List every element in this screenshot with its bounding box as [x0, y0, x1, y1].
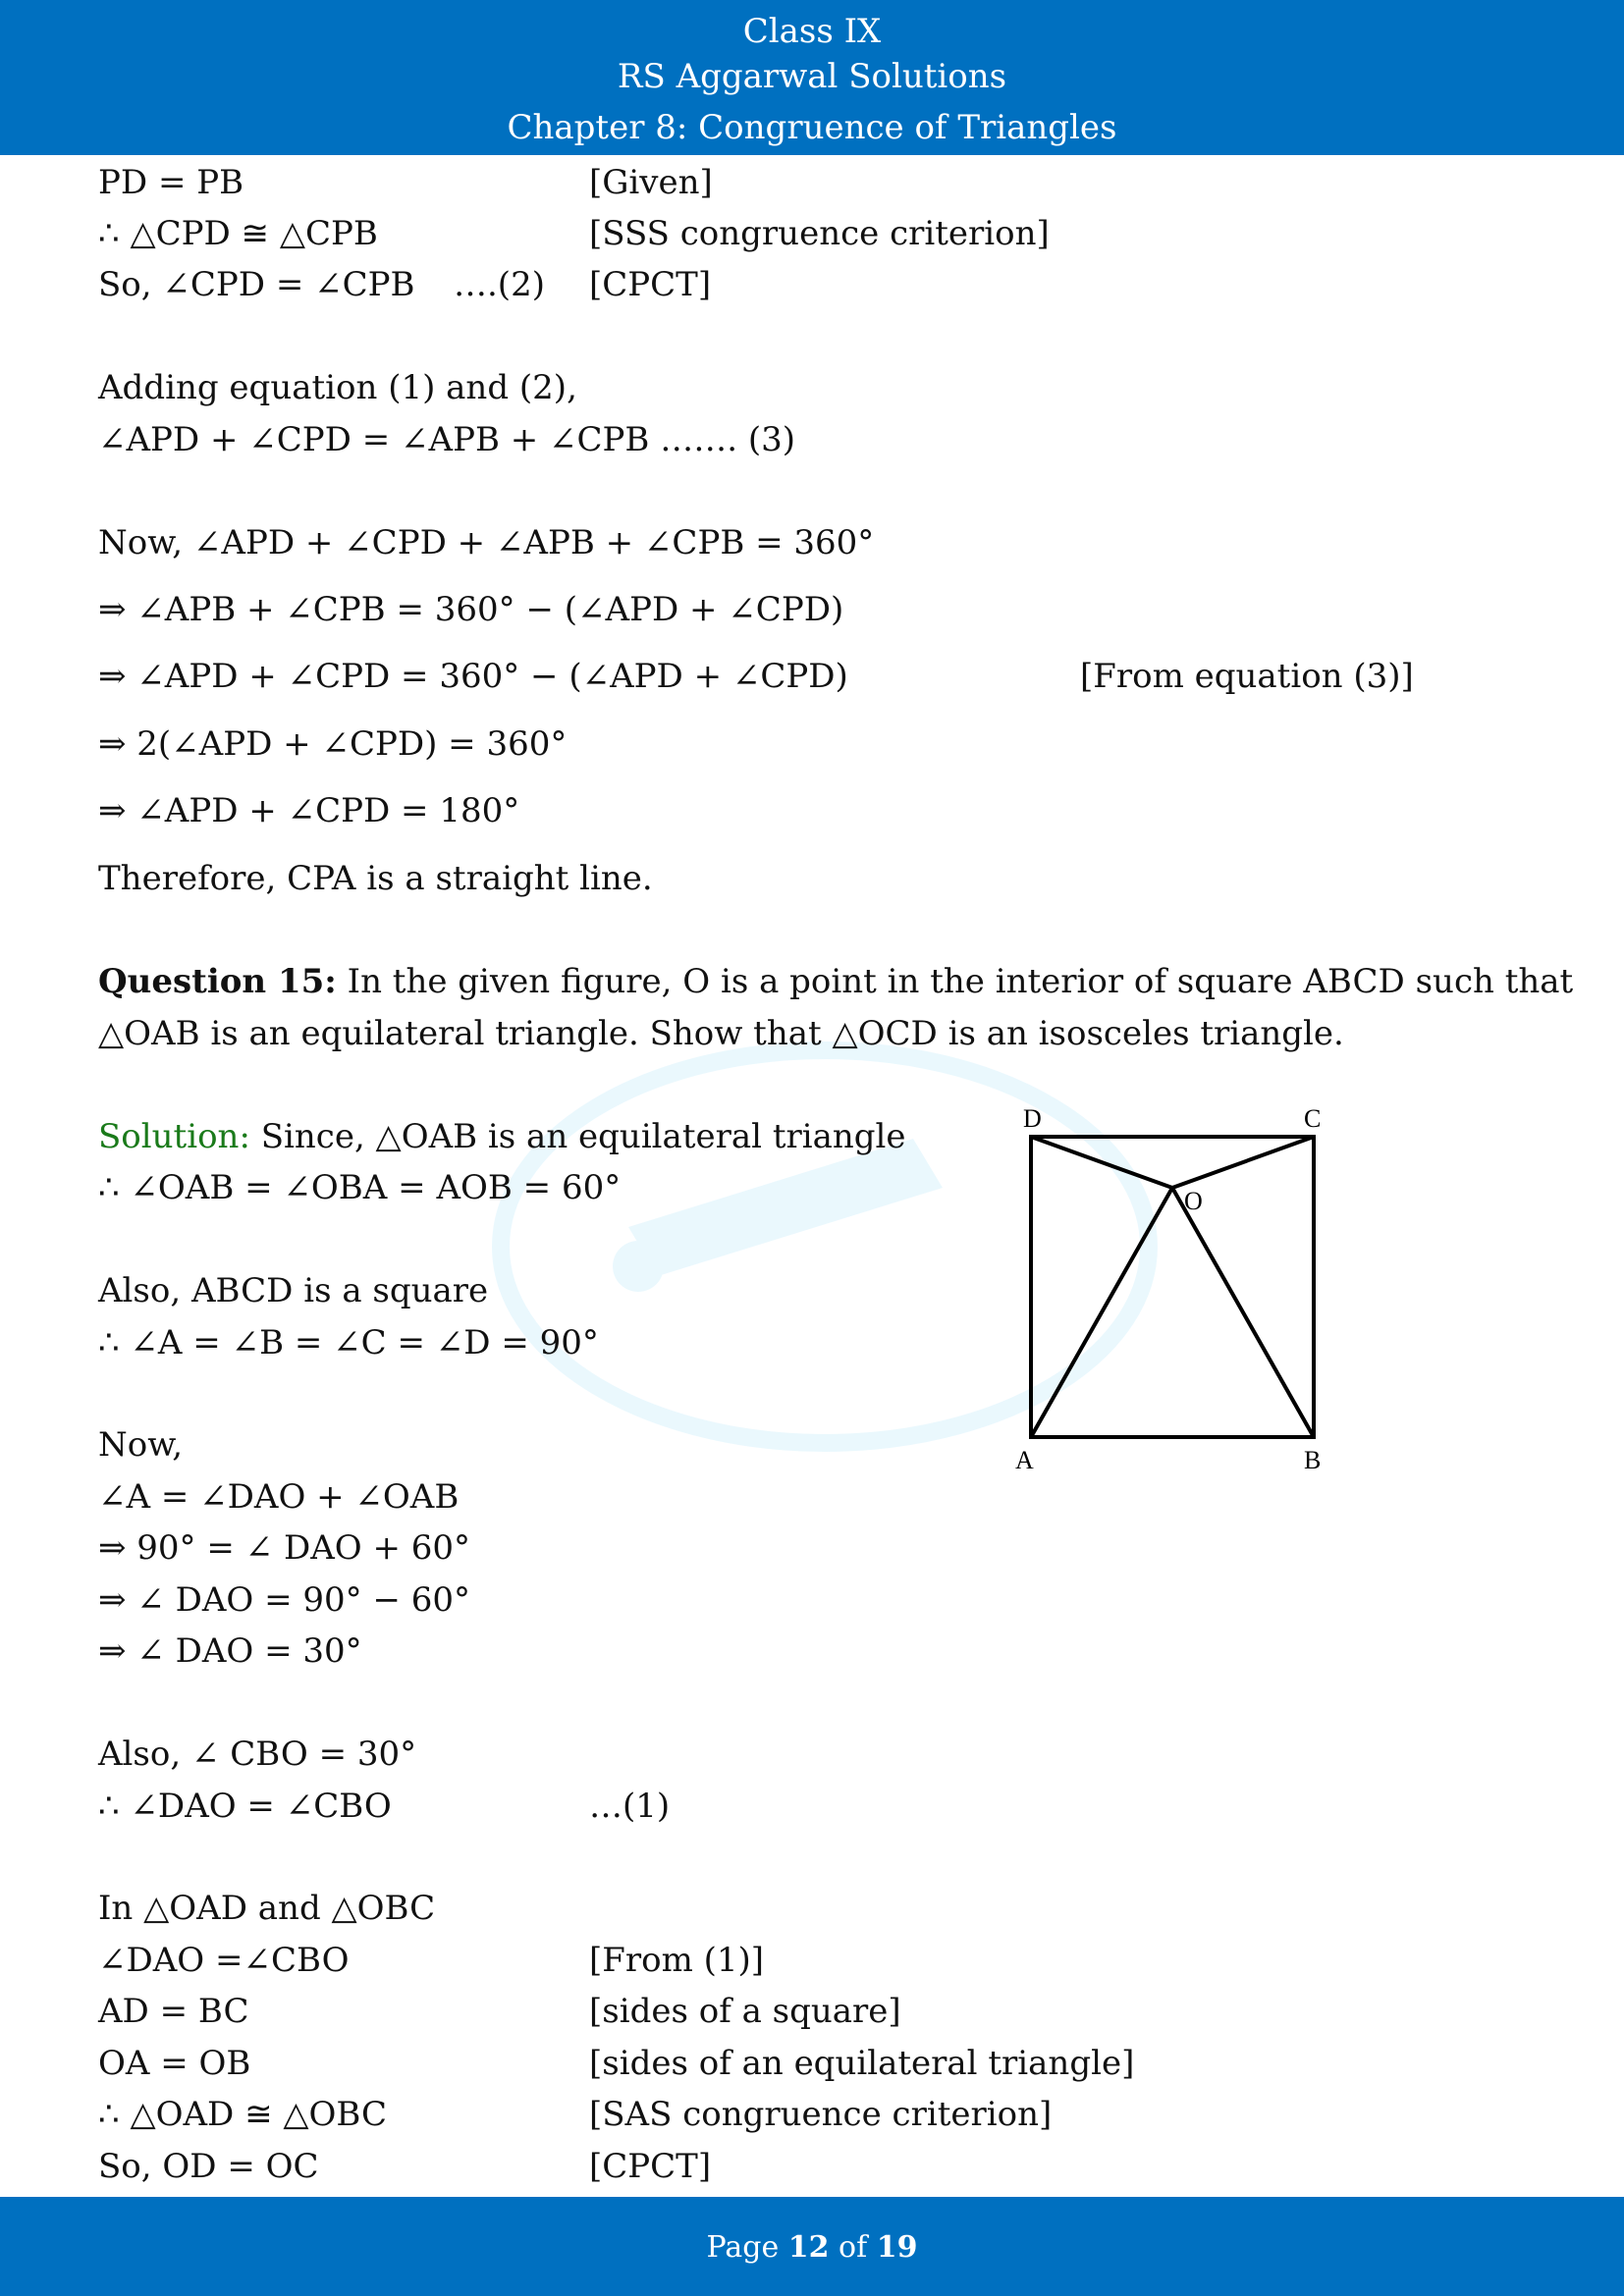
segment-ao	[1031, 1188, 1172, 1437]
text-line: ∠DAO =∠CBO	[98, 1941, 350, 1980]
text-line: OA = OB	[98, 2044, 251, 2083]
text-reason: [Given]	[589, 163, 713, 202]
text-line: Adding equation (1) and (2),	[98, 368, 577, 407]
label-o: O	[1184, 1187, 1203, 1215]
text-reason: [CPCT]	[589, 2147, 712, 2186]
text-line: ⇒ ∠ DAO = 90° − 60°	[98, 1580, 471, 1620]
page-prefix: Page	[706, 2230, 788, 2265]
text-equation-ref: ….(2)	[454, 265, 545, 304]
text-line: Also, ABCD is a square	[98, 1271, 489, 1310]
text-line: ⇒ 2(∠APD + ∠CPD) = 360°	[98, 724, 568, 764]
text-line: ⇒ ∠APB + ∠CPB = 360° − (∠APD + ∠CPD)	[98, 590, 844, 629]
page-footer	[0, 2197, 1624, 2296]
question-label: Question 15:	[98, 962, 337, 1001]
header-book: RS Aggarwal Solutions	[617, 57, 1007, 96]
segment-do	[1031, 1137, 1172, 1188]
text-line: So, OD = OC	[98, 2147, 319, 2186]
label-c: C	[1304, 1104, 1322, 1133]
text-line: ∴ ∠A = ∠B = ∠C = ∠D = 90°	[98, 1323, 599, 1362]
text-line: So, ∠CPD = ∠CPB	[98, 265, 415, 304]
page-of: of	[829, 2230, 877, 2265]
question-text-cont: △OAB is an equilateral triangle. Show that △OCD is an isosceles triangle.	[98, 1014, 1344, 1053]
header-chapter: Chapter 8: Congruence of Triangles	[507, 108, 1117, 147]
segment-co	[1172, 1137, 1314, 1188]
text-equation-ref: …(1)	[589, 1787, 671, 1826]
solution-text: Since, △OAB is an equilateral triangle	[249, 1117, 906, 1156]
text-line: ⇒ ∠ DAO = 30°	[98, 1631, 362, 1671]
label-a: A	[1015, 1446, 1034, 1474]
text-line: ⇒ ∠APD + ∠CPD = 180°	[98, 791, 520, 830]
header-class: Class IX	[742, 12, 882, 51]
square-figure	[1001, 1097, 1365, 1490]
text-line: Also, ∠ CBO = 30°	[98, 1735, 417, 1774]
text-reason: [From (1)]	[589, 1941, 765, 1980]
text-line: ⇒ 90° = ∠ DAO + 60°	[98, 1528, 471, 1568]
text-line: AD = BC	[98, 1992, 249, 2031]
page-header	[0, 0, 1624, 155]
page-total: 19	[876, 2230, 918, 2265]
text-reason: [From equation (3)]	[1080, 657, 1414, 696]
text-line: Now,	[98, 1425, 184, 1465]
page-number	[0, 2230, 1624, 2265]
text-reason: [sides of an equilateral triangle]	[589, 2044, 1135, 2083]
question-15	[98, 962, 1573, 1001]
label-b: B	[1304, 1446, 1322, 1474]
text-reason: [sides of a square]	[589, 1992, 901, 2031]
text-line: Therefore, CPA is a straight line.	[98, 859, 653, 898]
solution-start	[98, 1117, 906, 1156]
text-reason: [CPCT]	[589, 265, 712, 304]
text-line: Now, ∠APD + ∠CPD + ∠APB + ∠CPB = 360°	[98, 523, 875, 562]
page-current: 12	[787, 2230, 830, 2265]
text-line: ∴ ∠DAO = ∠CBO	[98, 1787, 392, 1826]
text-line: In △OAD and △OBC	[98, 1889, 436, 1928]
text-line: ∠APD + ∠CPD = ∠APB + ∠CPB ……. (3)	[98, 420, 795, 459]
label-d: D	[1023, 1104, 1042, 1133]
text-reason: [SSS congruence criterion]	[589, 214, 1050, 253]
segment-bo	[1172, 1188, 1314, 1437]
text-reason: [SAS congruence criterion]	[589, 2095, 1053, 2134]
text-line: ⇒ ∠APD + ∠CPD = 360° − (∠APD + ∠CPD)	[98, 657, 848, 696]
text-line: ∴ △OAD ≅ △OBC	[98, 2095, 388, 2134]
text-line: ∴ ∠OAB = ∠OBA = AOB = 60°	[98, 1168, 622, 1207]
text-line: PD = PB	[98, 163, 244, 202]
solution-label: Solution:	[98, 1117, 250, 1156]
text-line: ∠A = ∠DAO + ∠OAB	[98, 1477, 460, 1517]
square-abcd	[1031, 1137, 1314, 1437]
text-line: ∴ △CPD ≅ △CPB	[98, 214, 378, 253]
question-text: In the given figure, O is a point in the interior of square ABCD such that	[336, 962, 1574, 1001]
